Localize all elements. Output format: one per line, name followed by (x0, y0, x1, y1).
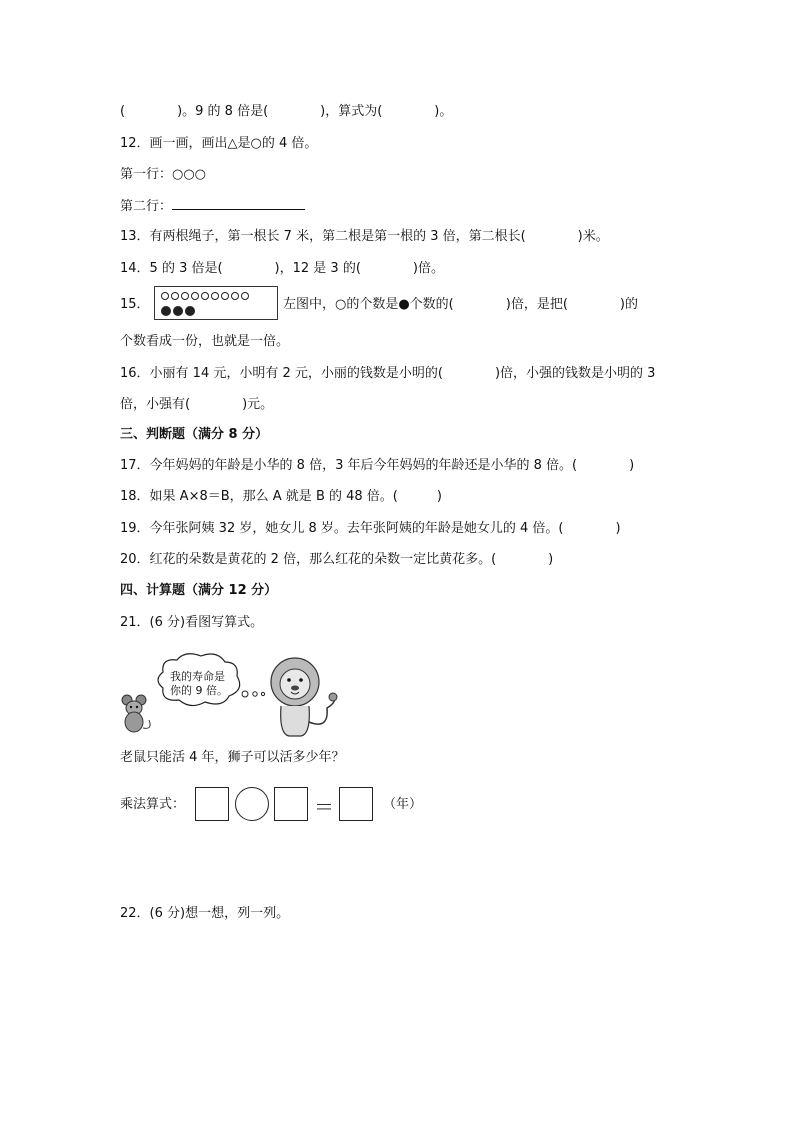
lion-icon (271, 658, 337, 736)
unit-label: （年） (383, 797, 423, 812)
q15-number: 15． (120, 297, 150, 312)
hollow-circle-icon (191, 292, 199, 300)
hollow-circle-icon (171, 292, 179, 300)
q15-text: 左图中，○的个数是●个数的( )倍，是把( )的 (283, 297, 638, 312)
section-4-heading: 四、计算题（满分 12 分） (120, 583, 278, 598)
filled-circle-icon (161, 306, 171, 316)
equals-sign: ＝ (314, 795, 334, 819)
q20: 20．红花的朵数是黄花的 2 倍，那么红花的朵数一定比黄花多。( ) (120, 552, 554, 567)
q14: 14．5 的 3 倍是( )，12 是 3 的( )倍。 (120, 261, 444, 276)
hollow-circle-icon (181, 292, 189, 300)
q16: 16．小丽有 14 元，小明有 2 元，小丽的钱数是小明的( )倍，小强的钱数是小明的 3 (120, 366, 656, 381)
formula-label: 乘法算式： (120, 797, 186, 812)
q12-title: 12．画一画，画出△是○的 4 倍。 (120, 136, 318, 151)
hollow-circle-icon (241, 292, 249, 300)
q18: 18．如果 A×8＝B，那么 A 就是 B 的 48 倍。( ) (120, 489, 442, 504)
q15-continued: 个数看成一份，也就是一倍。 (120, 334, 290, 349)
q12-row1: 第一行：○○○ (120, 167, 207, 182)
q12-answer-line[interactable] (172, 197, 305, 210)
q12-row2-label: 第二行： (120, 199, 173, 214)
filled-circle-icon (173, 306, 183, 316)
thought-bubble-icon (158, 654, 265, 706)
q17: 17．今年妈妈的年龄是小华的 8 倍，3 年后今年妈妈的年龄还是小华的 8 倍。( ) (120, 458, 635, 473)
answer-box-2[interactable] (274, 787, 308, 821)
answer-box-result[interactable] (339, 787, 373, 821)
q21-question: 老鼠只能活 4 年，狮子可以活多少年？ (120, 750, 345, 765)
bubble-text-line2: 你的 9 倍。 (170, 684, 228, 697)
answer-box-1[interactable] (195, 787, 229, 821)
q21-title: 21．(6 分)看图写算式。 (120, 615, 264, 630)
hollow-circle-icon (201, 292, 209, 300)
q11-continued: ( )。9 的 8 倍是( )，算式为( )。 (120, 104, 453, 119)
q15-filled-circles (161, 306, 195, 316)
q15-dot-box (154, 286, 278, 320)
hollow-circle-icon (221, 292, 229, 300)
q21-illustration (115, 650, 355, 740)
q12-row2 (120, 197, 305, 216)
q22-title: 22．(6 分)想一想，列一列。 (120, 906, 290, 921)
operator-circle[interactable] (235, 787, 269, 821)
q15-hollow-circles (161, 292, 249, 300)
hollow-circle-icon (161, 292, 169, 300)
q16-continued: 倍，小强有( )元。 (120, 397, 274, 412)
section-3-heading: 三、判断题（满分 8 分） (120, 427, 269, 442)
mouse-icon (122, 695, 150, 732)
bubble-text-line1: 我的寿命是 (170, 670, 225, 683)
filled-circle-icon (185, 306, 195, 316)
q19: 19．今年张阿姨 32 岁，她女儿 8 岁。去年张阿姨的年龄是她女儿的 4 倍。( ) (120, 521, 621, 536)
q13: 13．有两根绳子，第一根长 7 米，第二根是第一根的 3 倍，第二根长( )米。 (120, 229, 609, 244)
hollow-circle-icon (211, 292, 219, 300)
hollow-circle-icon (231, 292, 239, 300)
